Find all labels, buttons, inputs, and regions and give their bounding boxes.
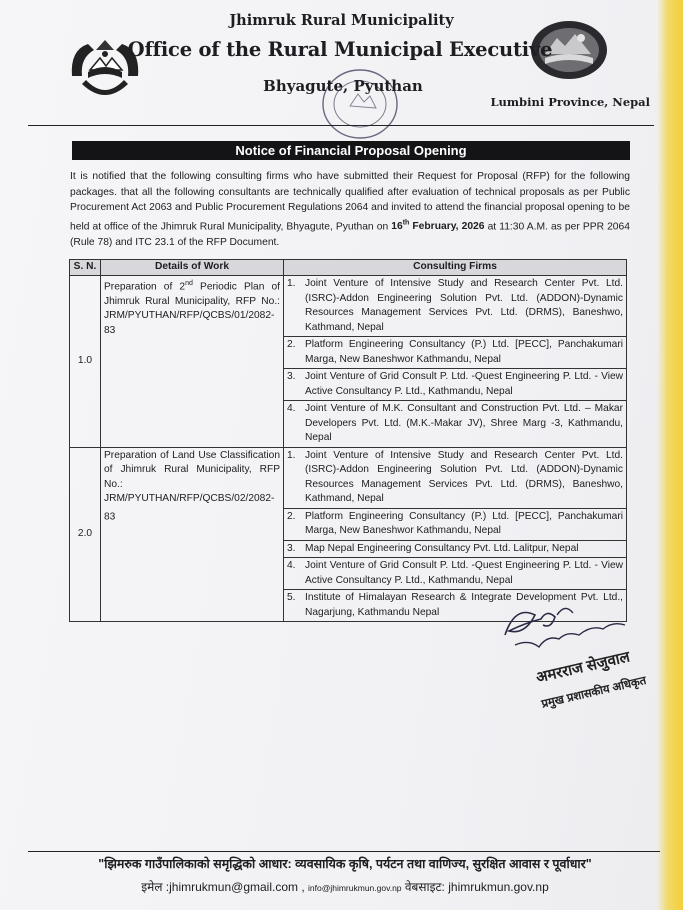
header-work: Details of Work: [101, 260, 284, 276]
opening-date: 16th February, 2026: [391, 219, 485, 233]
municipality-name: Jhimruk Rural Municipality: [229, 12, 454, 29]
firm-item: 2. Platform Engineering Consultancy (P.) Ltd. [PECC], Panchakumari Marga, New Baneshwor Kathmandu, Nepal: [284, 337, 627, 369]
office-location: Bhyagute, Pyuthan: [263, 77, 423, 95]
province-label: Lumbini Province, Nepal: [490, 95, 650, 109]
firm-item: 5. Institute of Himalayan Research & Integrate Development Pvt. Ltd., Nagarjung, Kathmandu Nepal: [284, 590, 627, 622]
firm-item: 3. Map Nepal Engineering Consultancy Pvt. Ltd. Lalitpur, Nepal: [284, 540, 627, 558]
firm-item: 2. Platform Engineering Consultancy (P.) Ltd. [PECC], Panchakumari Marga, New Baneshwor Kathmandu, Nepal: [284, 508, 627, 540]
firm-item: 4. Joint Venture of M.K. Consultant and Construction Pvt. Ltd. – Makar Developers Pvt. Ltd. (M.K.-Makar JV), Shree Marg -3, Kathmandu, Nepal: [284, 401, 627, 448]
package-sn: 1.0: [70, 276, 101, 448]
package-sn: 2.0: [70, 447, 101, 622]
signatory-title: प्रमुख प्रशासकीय अधिकृत: [540, 674, 648, 711]
header-firms: Consulting Firms: [284, 260, 627, 276]
firm-item: 3. Joint Venture of Grid Consult P. Ltd. -Quest Engineering P. Ltd. - View Active Consultancy P. Ltd., Kathmandu, Nepal: [284, 369, 627, 401]
footer-slogan: "झिमरुक गाउँपालिकाको समृद्धिको आधार: व्यवसायिक कृषि, पर्यटन तथा वाणिज्य, सुरक्षित आवास र पूर्वाधार": [98, 857, 592, 871]
office-title: Office of the Rural Municipal Executive: [127, 38, 553, 61]
firm-item: 4. Joint Venture of Grid Consult P. Ltd. -Quest Engineering P. Ltd. - View Active Consultancy P. Ltd., Kathmandu, Nepal: [284, 558, 627, 590]
signatory-name: अमरराज सेजुवाल: [534, 648, 632, 687]
firm-item: 1. Joint Venture of Intensive Study and Research Center Pvt. Ltd. (ISRC)-Addon Engineering Solution Pvt. Ltd. (ADDON)-Dynamic Resources Management Services Pvt. Ltd. (DRMS), Baneshwo, Kathmand, Nepal: [284, 447, 627, 508]
table-row: [70, 276, 627, 337]
header-sn: S. N.: [70, 260, 101, 276]
table-header-row: [70, 260, 627, 276]
paper-edge: [657, 0, 683, 910]
table-row: [70, 447, 627, 508]
header-divider: [28, 125, 654, 126]
website-link[interactable]: jhimrukmun.gov.np: [448, 880, 549, 894]
notice-title: Notice of Financial Proposal Opening: [72, 141, 630, 160]
package-work: Preparation of Land Use Classification of Jhimruk Rural Municipality, RFP No.: JRM/PYUTHAN/RFP/QCBS/02/2082-83: [101, 447, 284, 622]
notice-body: It is notified that the following consulting firms who have submitted their Request for Proposal (RFP) for the following packages. that all the following consultants are technically qualified after evaluation of technical proposals as per Public Procurement Act 2063 and Public Procurement Regulations 2064 and invited to attend the financial proposal opening to be held at office of the Jhimruk Rural Municipality, Bhyagute, Pyuthan on 16th February, 2026 at 11:30 A.M. as per PPR 2064 (Rule 78) and ITC 23.1 of the RFP Document.: [70, 171, 630, 248]
package-work: Preparation of 2nd Periodic Plan of Jhimruk Rural Municipality, RFP No.: JRM/PYUTHAN/RFP/QCBS/01/2082-83: [101, 276, 284, 448]
footer-contact: इमेल :jhimrukmun@gmail.com , info@jhimrukmun.gov.np वेबसाइट: jhimrukmun.gov.np: [141, 880, 549, 894]
firm-item: 1. Joint Venture of Intensive Study and Research Center Pvt. Ltd. (ISRC)-Addon Engineering Solution Pvt. Ltd. (ADDON)-Dynamic Resources Management Services Pvt. Ltd. (DRMS), Baneshwo, Kathmand, Nepal: [284, 276, 627, 337]
email-link[interactable]: jhimrukmun@gmail.com ,: [169, 880, 305, 894]
packages-table: [69, 259, 627, 622]
email-link-2[interactable]: info@jhimrukmun.gov.np: [308, 883, 402, 893]
footer-divider: [28, 851, 660, 852]
